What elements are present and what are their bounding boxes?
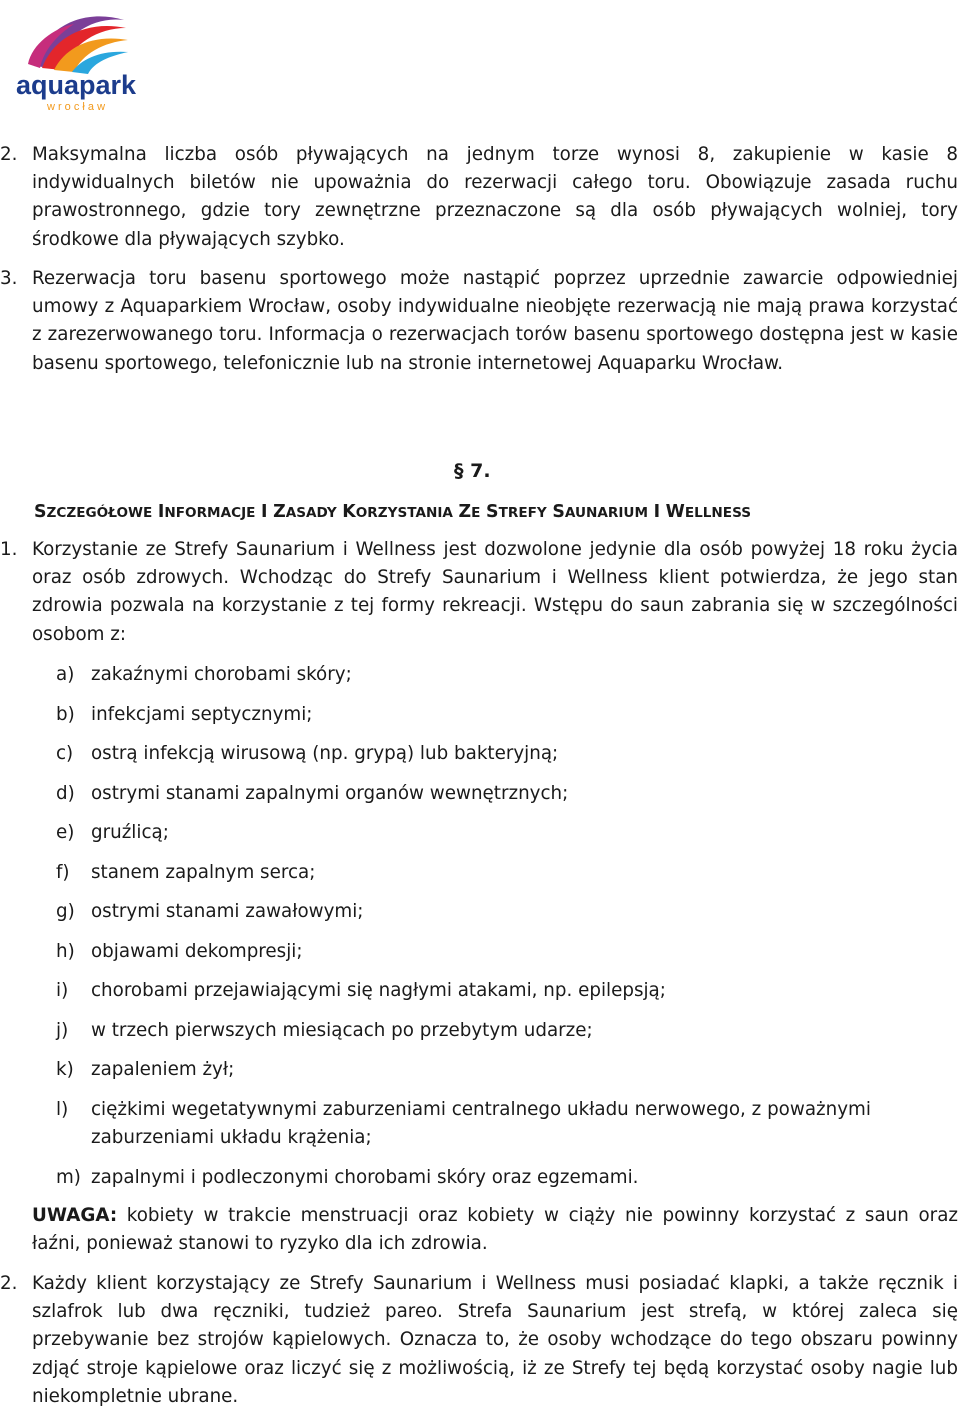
- list-item: [56, 1096, 960, 1164]
- list-item-letter: j): [56, 1019, 69, 1041]
- list-item-text: ostrymi stanami zawałowymi;: [91, 901, 364, 922]
- list-item-text: zapaleniem żył;: [91, 1059, 235, 1080]
- conditions-list: [56, 661, 960, 1203]
- list-item-letter: h): [56, 940, 75, 962]
- list-item-letter: c): [56, 743, 74, 764]
- list-item-text: zakaźnymi chorobami skóry;: [91, 664, 352, 685]
- rule-number: 2.: [0, 1273, 18, 1294]
- list-item: [56, 701, 960, 741]
- aquapark-logo: [14, 6, 138, 112]
- city-wordmark: w r o c ł a w: [46, 101, 106, 112]
- list-item: [56, 819, 960, 859]
- paragraph-text: Rezerwacja toru basenu sportowego może nastąpić poprzez uprzednie zawarcie odpowiedniej umowy z Aquaparkiem Wrocław, osoby indywidualne nieobjęte rezerwacją nie mają prawa korzystać z zarezerwowanego toru. Informacja o rezerwacjach torów basenu sportowego dostępna jest w kasie basenu sportowego, telefonicznie lub na stronie internetowej Aquaparku Wrocław.: [32, 268, 958, 374]
- list-item-text: chorobami przejawiającymi się nagłymi atakami, np. epilepsją;: [91, 980, 666, 1001]
- list-item: [56, 859, 960, 899]
- rule-number: 1.: [0, 539, 18, 560]
- list-item-letter: a): [56, 664, 75, 685]
- list-item: [56, 1056, 960, 1096]
- list-item-letter: f): [56, 861, 70, 883]
- list-item: [56, 780, 960, 820]
- rule-text: Korzystanie ze Strefy Saunarium i Wellness jest dozwolone jedynie dla osób powyżej 18 roku życia oraz osób zdrowych. Wchodząc do Strefy Saunarium i Wellness klient potwierdza, że jego stan zdrowia pozwala na korzystanie z tej formy rekreacji. Wstępu do saun zabrania się w szczególności osobom z:: [32, 539, 958, 645]
- list-item-text: ostrą infekcją wirusową (np. grypą) lub bakteryjną;: [91, 743, 559, 764]
- list-item: [56, 661, 960, 701]
- paragraph-text: Maksymalna liczba osób pływających na jednym torze wynosi 8, zakupienie w kasie 8 indywidualnych biletów nie upoważnia do rezerwacji całego toru. Obowiązuje zasada ruchu prawostronnego, gdzie tory zewnętrzne przeznaczone są dla osób pływających wolniej, tory środkowe dla pływających szybko.: [32, 144, 958, 250]
- rule-1: [0, 536, 958, 649]
- list-item-text: w trzech pierwszych miesiącach po przebytym udarze;: [91, 1019, 593, 1041]
- list-item-text: gruźlicą;: [91, 822, 169, 843]
- list-item-letter: k): [56, 1059, 74, 1080]
- warning-text: kobiety w trakcie menstruacji oraz kobiety w ciąży nie powinny korzystać z saun oraz łaźni, ponieważ stanowi to ryzyko dla ich zdrowia.: [32, 1205, 958, 1255]
- warning-note: [32, 1202, 958, 1258]
- list-item-text: ciężkimi wegetatywnymi zaburzeniami centralnego układu nerwowego, z poważnymi zaburzeniami układu krążenia;: [91, 1098, 871, 1148]
- list-item-letter: e): [56, 822, 75, 843]
- warning-label: UWAGA:: [32, 1205, 118, 1226]
- list-item-text: objawami dekompresji;: [91, 940, 303, 962]
- paragraph-3: [0, 265, 958, 378]
- wave-icon: [14, 6, 138, 112]
- list-item-text: stanem zapalnym serca;: [91, 861, 316, 883]
- list-item-letter: i): [56, 980, 69, 1001]
- list-item: [56, 1164, 960, 1204]
- brand-wordmark: aquapark: [15, 70, 137, 100]
- list-item-letter: m): [56, 1166, 81, 1188]
- paragraph-number: 3.: [0, 268, 18, 289]
- section-heading: SZCZEGÓŁOWE INFORMACJE I ZASADY KORZYSTANIA ZE STREFY SAUNARIUM I WELLNESS: [34, 502, 752, 522]
- list-item-letter: d): [56, 782, 75, 804]
- list-item: [56, 1017, 960, 1057]
- list-item-text: ostrymi stanami zapalnymi organów wewnętrznych;: [91, 782, 569, 804]
- list-item-text: zapalnymi i podleczonymi chorobami skóry oraz egzemami.: [91, 1166, 639, 1188]
- list-item: [56, 898, 960, 938]
- paragraph-number: 2.: [0, 144, 18, 165]
- section-number: § 7.: [454, 460, 491, 482]
- list-item: [56, 740, 960, 780]
- paragraph-2: [0, 141, 958, 254]
- list-item-text: infekcjami septycznymi;: [91, 703, 313, 725]
- list-item: [56, 977, 960, 1017]
- rule-2: [0, 1270, 958, 1411]
- list-item: [56, 938, 960, 978]
- rule-text: Każdy klient korzystający ze Strefy Saunarium i Wellness musi posiadać klapki, a także ręcznik i szlafrok lub dwa ręczniki, tudzież pareo. Strefa Saunarium jest strefą, w której zaleca się przebywanie bez strojów kąpielowych. Oznacza to, że osoby wchodzące do tego obszaru powinny zdjąć stroje kąpielowe oraz liczyć się z możliwością, iż ze Strefy tej będą korzystać osoby nagie lub niekompletnie ubrane.: [32, 1273, 958, 1407]
- list-item-letter: l): [56, 1098, 69, 1120]
- list-item-letter: g): [56, 901, 75, 922]
- list-item-letter: b): [56, 703, 75, 725]
